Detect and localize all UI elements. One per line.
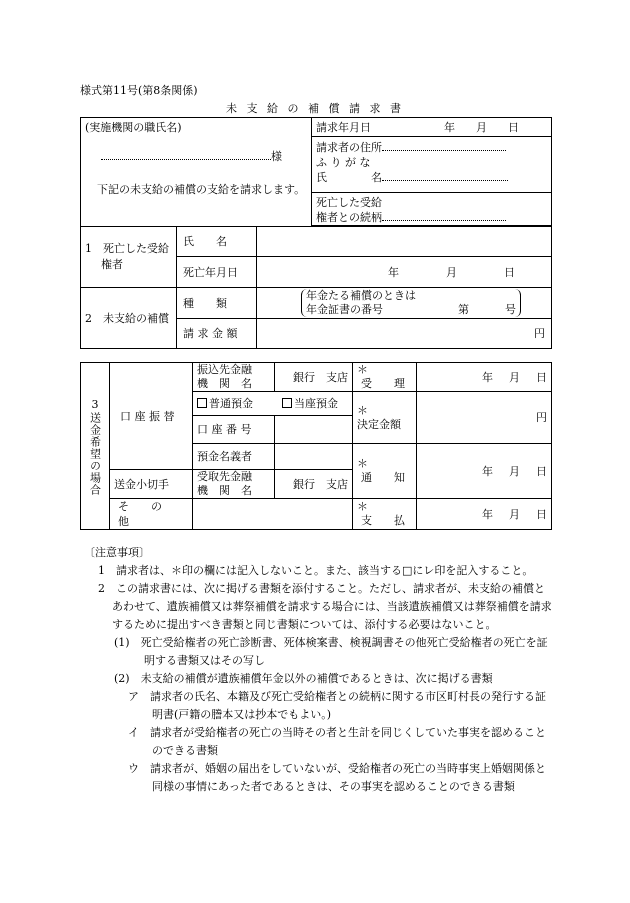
section3-label — [81, 363, 110, 530]
day-unit: 日 — [508, 120, 519, 134]
star-mark: ＊ — [357, 403, 368, 417]
star-mark: ＊ — [357, 457, 368, 470]
day-unit: 日 — [536, 370, 547, 384]
note-item-2: 2 この請求書には、次に掲げる書類を添付すること。ただし、請求者が、未支給の補償とあわせて、遺族補償又は葬祭補償を請求する場合には、当該遺族補償又は葬祭補償を請求するために提出すべき書類と同じ書類については、添付する必要はないこと。 — [98, 582, 552, 631]
deposit-type-cell — [193, 392, 353, 416]
section3-text: 送金希望の場合 — [88, 411, 102, 496]
sama-label: 様 — [271, 150, 282, 163]
deceased-name-label: 氏 名 — [177, 227, 257, 257]
pension-no-suffix: 号 — [505, 303, 516, 316]
name-label-first: 氏 — [316, 171, 327, 184]
note-item-2-1: (1) 死亡受給権者の死亡診断書、死体検案書、検視調書その他死亡受給権者の死亡を証明する書類又はその写し — [114, 636, 548, 667]
deceased-name-value[interactable] — [257, 227, 552, 257]
payment-date[interactable] — [417, 499, 552, 530]
yen-unit: 円 — [534, 327, 545, 340]
star-mark: ＊ — [357, 363, 368, 376]
account-transfer-label: 口 座 振 替 — [110, 363, 193, 470]
request-date-cell — [312, 118, 552, 137]
recv-bank-label-line2: 機 関 名 — [197, 484, 252, 497]
day-unit: 日 — [536, 464, 547, 478]
recv-bank-label-line1: 受取先金融 — [197, 470, 252, 483]
note-item-u: ウ 請求者が、婚姻の届出をしていないが、受給権者の死亡の当時事実上婚姻関係と同様の事情にあった者であるときは、その事実を認めることのできる書類 — [128, 762, 546, 793]
pension-no-prefix: 第 — [458, 303, 469, 316]
relation-line[interactable] — [382, 220, 506, 221]
other-label: そ の 他 — [110, 499, 193, 530]
agency-label: (実施機関の職氏名) — [85, 121, 182, 134]
death-year-unit: 年 — [388, 265, 399, 279]
document-title: 未 支 給 の 補 償 請 求 書 — [226, 102, 404, 115]
pension-note-line1: 年金たる補償のときは — [306, 289, 416, 302]
death-date-value[interactable] — [257, 257, 552, 288]
month-unit: 月 — [476, 120, 487, 134]
year-unit: 年 — [444, 120, 455, 134]
notice-text: 通 知 — [361, 471, 405, 484]
address-line[interactable] — [382, 150, 506, 151]
section1-label-line1: 1 死亡した受給 — [85, 242, 169, 255]
pension-note — [301, 289, 521, 317]
yen-unit: 円 — [536, 411, 547, 424]
request-statement: 下記の未支給の補償の支給を請求します。 — [97, 183, 306, 196]
month-unit: 月 — [509, 507, 520, 521]
death-day-unit: 日 — [504, 265, 515, 279]
name-label-second: 名 — [371, 171, 382, 184]
account-no-value[interactable] — [275, 416, 353, 444]
star-mark: ＊ — [357, 500, 368, 513]
furigana-label: ふ り が な — [316, 156, 371, 169]
account-holder-label: 預金名義者 — [193, 444, 275, 470]
relation-label-line2: 権者との続柄 — [316, 211, 382, 224]
recv-bank-label — [193, 470, 275, 499]
ordinary-checkbox[interactable] — [197, 398, 207, 408]
receipt-date[interactable] — [417, 363, 552, 392]
notes-heading: 〔注意事項〕 — [84, 546, 150, 559]
year-unit: 年 — [482, 370, 493, 384]
bank-label — [193, 363, 275, 392]
year-unit: 年 — [482, 507, 493, 521]
death-date-label: 死亡年月日 — [177, 257, 257, 288]
amount-value[interactable] — [257, 319, 552, 349]
payment-text: 支 払 — [361, 514, 405, 527]
ordinary-label: 普通預金 — [209, 397, 253, 410]
name-line[interactable] — [382, 180, 508, 181]
section1-label — [81, 227, 177, 288]
bank-label-line2: 機 関 名 — [197, 377, 252, 390]
remittance-check-label: 送金小切手 — [110, 470, 193, 499]
day-unit: 日 — [536, 507, 547, 521]
form-number-label: 様式第11号(第8条関係) — [80, 84, 198, 97]
bank-value[interactable]: 銀行 支店 — [275, 363, 353, 392]
requester-info-cell — [312, 137, 552, 193]
note-item-1: 1 請求者は、＊印の欄には記入しないこと。また、該当する□にレ印を記入すること。 — [98, 564, 534, 577]
benefit-type-label: 種 類 — [177, 288, 257, 319]
account-holder-value[interactable] — [275, 444, 353, 470]
account-no-label: 口 座 番 号 — [193, 416, 275, 444]
receipt-label — [353, 363, 417, 392]
agency-cell — [81, 118, 312, 227]
receipt-text: 受 理 — [361, 377, 405, 390]
relation-label-line1: 死亡した受給 — [316, 196, 382, 209]
current-checkbox[interactable] — [282, 398, 292, 408]
notice-date[interactable] — [417, 444, 552, 499]
bank-label-line1: 振込先金融 — [197, 363, 252, 376]
note-item-a: ア 請求者の氏名、本籍及び死亡受給権者との続柄に関する市区町村長の発行する証明書(戸籍の謄本又は抄本でもよい。) — [128, 690, 546, 721]
month-unit: 月 — [509, 464, 520, 478]
decision-amount-text: 決定金額 — [357, 417, 401, 431]
payment-label — [353, 499, 417, 530]
notice-label — [353, 444, 417, 499]
relation-cell — [312, 193, 552, 226]
request-table — [80, 117, 552, 349]
notes-section — [84, 544, 554, 796]
amount-label: 請 求 金 額 — [177, 319, 257, 349]
agency-name-line[interactable] — [101, 159, 271, 160]
other-value[interactable] — [193, 499, 353, 530]
section3-number: 3 — [91, 397, 99, 411]
year-unit: 年 — [482, 464, 493, 478]
current-label: 当座預金 — [294, 397, 338, 410]
address-label: 請求者の住所 — [316, 141, 382, 154]
decision-amount-value[interactable] — [417, 392, 552, 444]
section2-label: 2 未支給の補償 — [81, 288, 177, 349]
death-month-unit: 月 — [446, 265, 457, 279]
pension-note-line2: 年金証書の番号 — [306, 303, 383, 316]
section1-label-line2: 権者 — [101, 258, 123, 271]
month-unit: 月 — [509, 370, 520, 384]
request-date-label: 請求年月日 — [316, 120, 371, 134]
note-item-2-2: (2) 未支給の補償が遺族補償年金以外の補償であるときは、次に掲げる書類 — [114, 672, 493, 685]
decision-amount-label — [353, 392, 417, 444]
benefit-type-value[interactable] — [257, 288, 552, 319]
note-item-i: イ 請求者が受給権者の死亡の当時その者と生計を同じくしていた事実を認めることのできる書類 — [128, 726, 546, 757]
remittance-table — [80, 362, 552, 530]
recv-bank-value[interactable]: 銀行 支店 — [275, 470, 353, 499]
